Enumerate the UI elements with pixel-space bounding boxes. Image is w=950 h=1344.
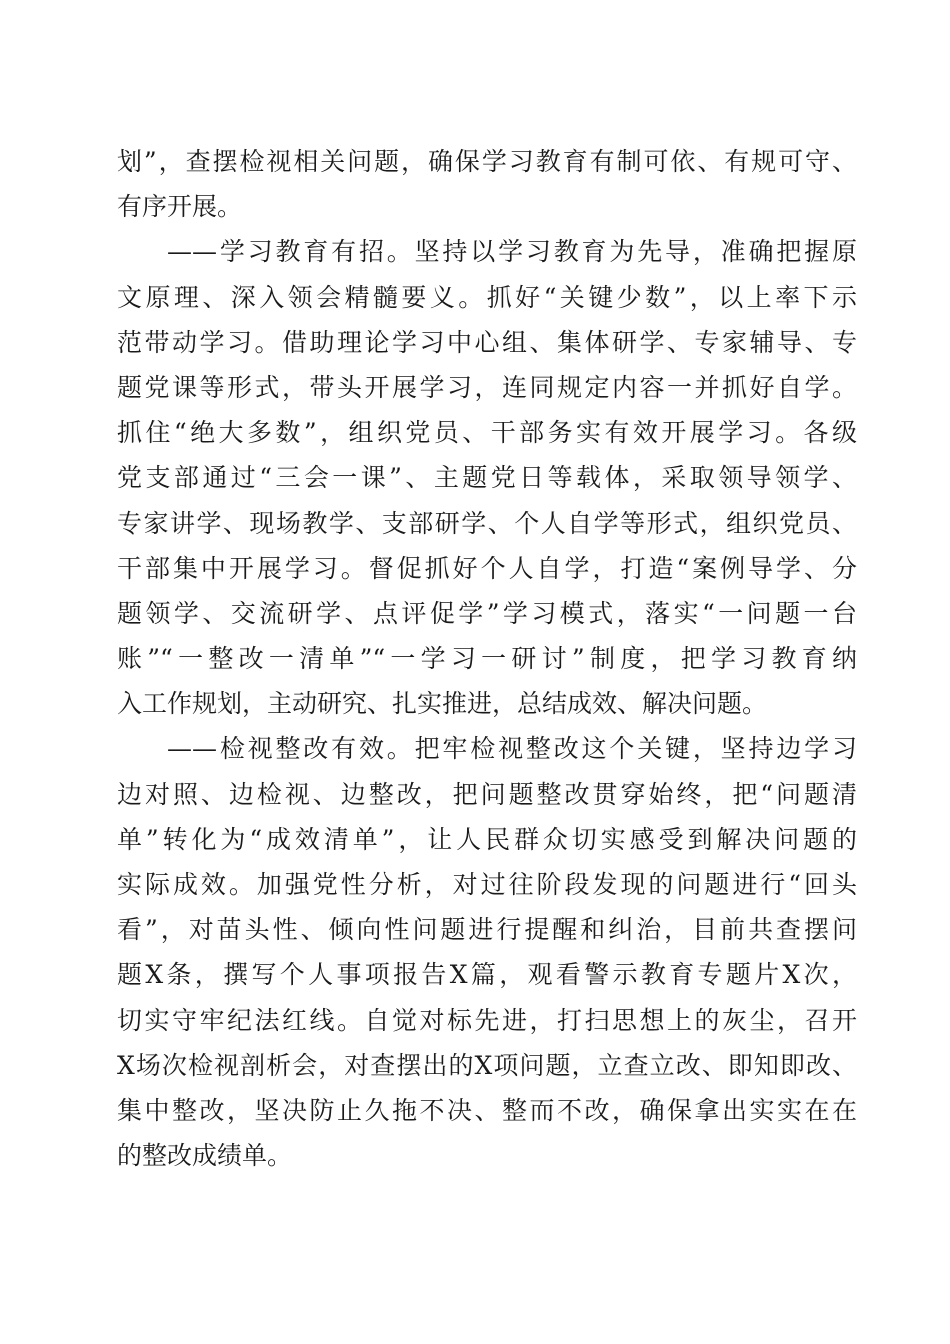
text-line: 专家讲学、现场教学、支部研学、个人自学等形式，组织党员、 — [117, 508, 857, 538]
text-line: 干部集中开展学习。督促抓好个人自学，打造“案例导学、分 — [117, 553, 857, 583]
text-line: X场次检视剖析会，对查摆出的X项问题，立查立改、即知即改、 — [117, 1050, 857, 1080]
text-line: 边对照、边检视、边整改，把问题整改贯穿始终，把“问题清 — [117, 779, 857, 809]
paragraph-continuation — [117, 139, 857, 229]
text-line: 的整改成绩单。 — [117, 1141, 293, 1171]
paragraph-inspection-rectification — [117, 726, 857, 1178]
text-line: 实际成效。加强党性分析，对过往阶段发现的问题进行“回头 — [117, 870, 857, 899]
text-line: 账”“一整改一清单”“一学习一研讨”制度，把学习教育纳 — [117, 644, 857, 674]
text-line: 有序开展。 — [117, 192, 243, 222]
text-line: 题X条，撰写个人事项报告X篇，观看警示教育专题片X次， — [117, 960, 857, 990]
text-line: 题领学、交流研学、点评促学”学习模式，落实“一问题一台 — [117, 598, 857, 628]
text-line: 看”，对苗头性、倾向性问题进行提醒和纠治，目前共查摆问 — [117, 915, 857, 945]
body-text — [117, 139, 857, 1178]
text-line: 划”，查摆检视相关问题，确保学习教育有制可依、有规可守、 — [117, 147, 857, 176]
text-line: 单”转化为“成效清单”，让人民群众切实感受到解决问题的 — [117, 824, 857, 854]
text-line: 切实守牢纪法红线。自觉对标先进，打扫思想上的灰尘，召开 — [117, 1005, 857, 1035]
text-line: 抓住“绝大多数”，组织党员、干部务实有效开展学习。各级 — [117, 418, 857, 448]
paragraph-study-education — [117, 229, 857, 726]
text-line: ——学习教育有招。坚持以学习教育为先导，准确把握原 — [167, 237, 857, 267]
text-line: 入工作规划，主动研究、扎实推进，总结成效、解决问题。 — [117, 689, 768, 719]
text-line: 范带动学习。借助理论学习中心组、集体研学、专家辅导、专 — [117, 327, 857, 357]
text-line: 文原理、深入领会精髓要义。抓好“关键少数”，以上率下示 — [117, 282, 857, 312]
text-line: 集中整改，坚决防止久拖不决、整而不改，确保拿出实实在在 — [117, 1095, 857, 1125]
text-line: 题党课等形式，带头开展学习，连同规定内容一并抓好自学。 — [117, 372, 857, 402]
text-line: ——检视整改有效。把牢检视整改这个关键，坚持边学习 — [167, 734, 857, 764]
text-line: 党支部通过“三会一课”、主题党日等载体，采取领导领学、 — [117, 463, 857, 493]
